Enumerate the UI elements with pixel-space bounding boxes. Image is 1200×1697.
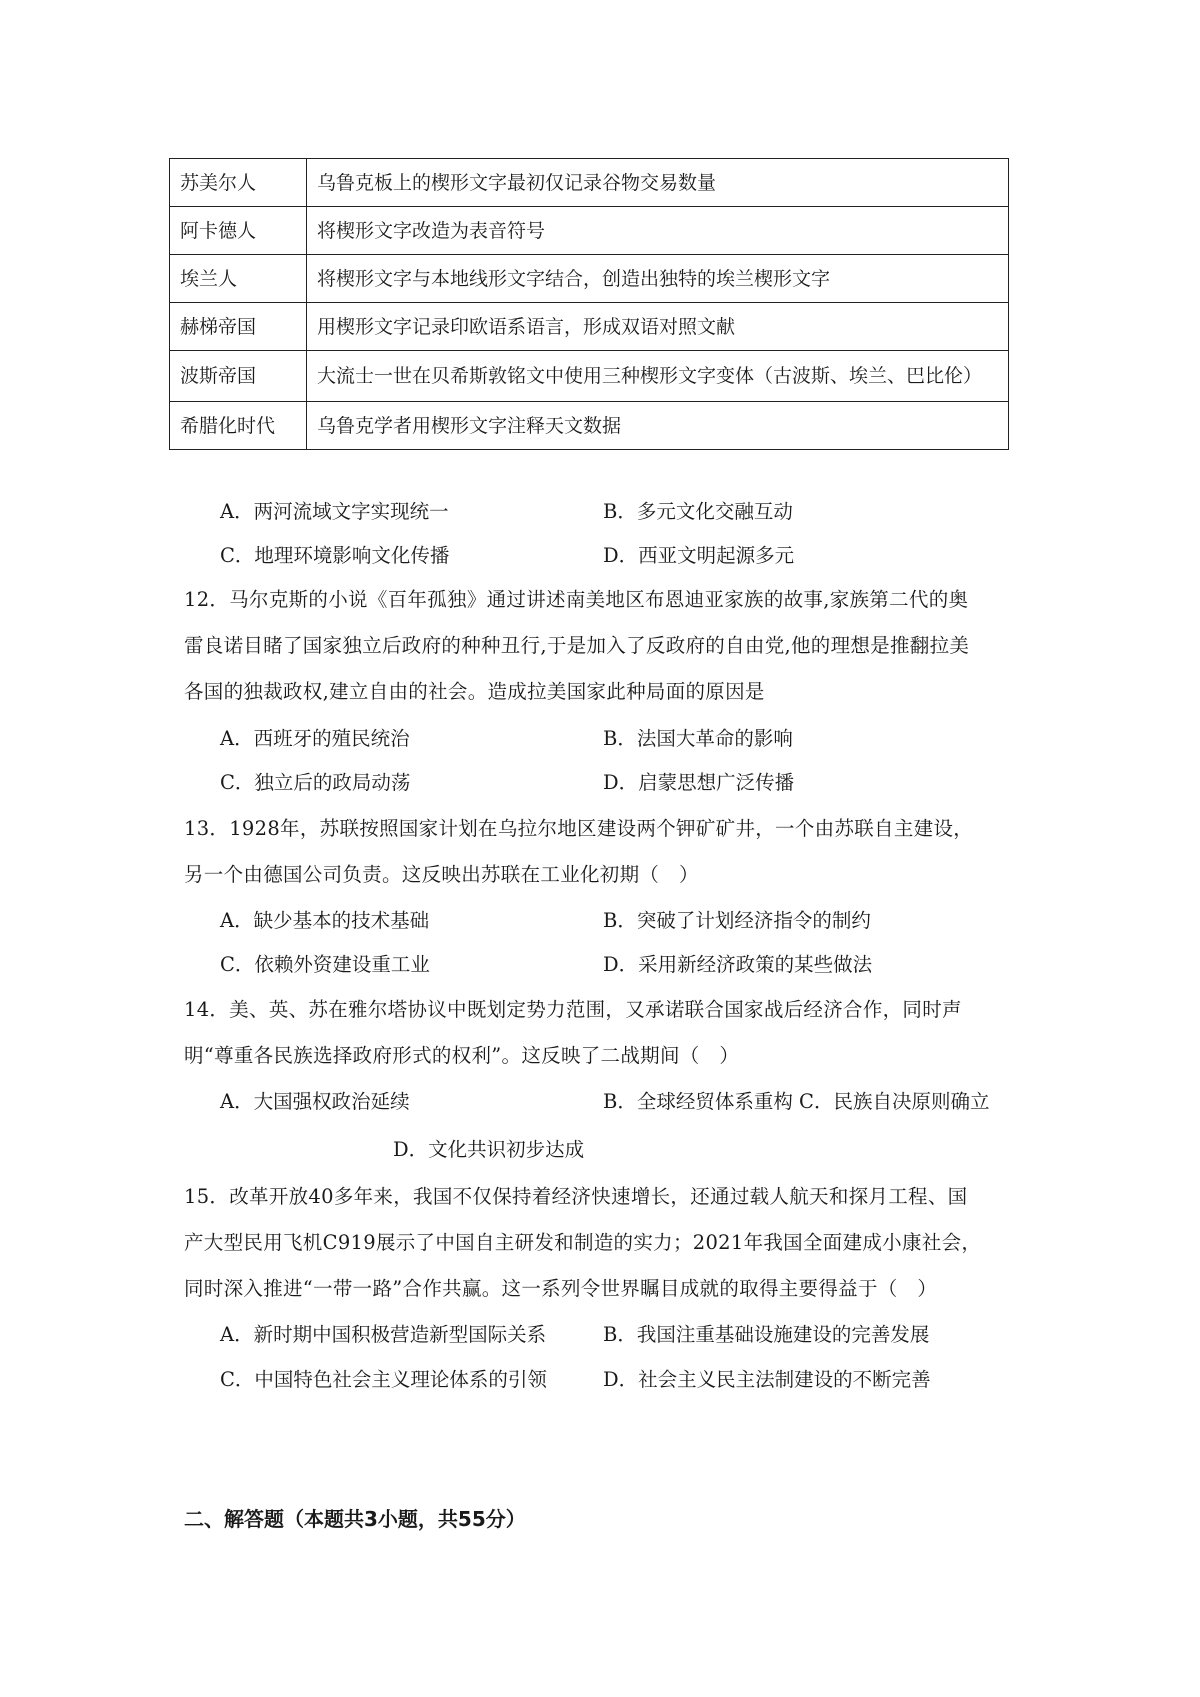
q13-stem-line: 13．1928年，苏联按照国家计划在乌拉尔地区建设两个钾矿矿井，一个由苏联自主建设， xyxy=(184,817,974,840)
table-cell-desc: 将楔形文字改造为表音符号 xyxy=(307,207,1009,255)
table-cell-desc: 乌鲁克板上的楔形文字最初仅记录谷物交易数量 xyxy=(307,159,1009,207)
q15-stem-line: 产大型民用飞机C919展示了中国自主研发和制造的实力；2021年我国全面建成小康社会， xyxy=(184,1231,982,1254)
q12-stem-line: 各国的独裁政权,建立自由的社会。造成拉美国家此种局面的原因是 xyxy=(184,680,765,703)
table-cell-civ: 苏美尔人 xyxy=(170,159,307,207)
q14-option-a: A．大国强权政治延续 xyxy=(220,1090,410,1113)
table-cell-civ: 阿卡德人 xyxy=(170,207,307,255)
table-cell-desc: 用楔形文字记录印欧语系语言，形成双语对照文献 xyxy=(307,303,1009,351)
q12-option-d: D．启蒙思想广泛传播 xyxy=(603,771,795,794)
q13-option-a: A．缺少基本的技术基础 xyxy=(220,909,430,932)
q14-stem-line: 14．美、英、苏在雅尔塔协议中既划定势力范围，又承诺联合国家战后经济合作，同时声 xyxy=(184,998,962,1021)
q11-option-c: C．地理环境影响文化传播 xyxy=(220,544,450,567)
q12-stem-line: 雷良诺目睹了国家独立后政府的种种丑行,于是加入了反政府的自由党,他的理想是推翻拉美 xyxy=(184,634,970,657)
cuneiform-table xyxy=(169,158,1009,450)
q14-option-d: D．文化共识初步达成 xyxy=(393,1138,585,1161)
table-cell-civ: 赫梯帝国 xyxy=(170,303,307,351)
q14-stem-line: 明“尊重各民族选择政府形式的权利”。这反映了二战期间（ ） xyxy=(184,1044,740,1067)
q15-stem-line: 15．改革开放40多年来，我国不仅保持着经济快速增长，还通过载人航天和探月工程、国 xyxy=(184,1185,968,1208)
q11-option-a: A．两河流域文字实现统一 xyxy=(220,500,449,523)
table-row xyxy=(170,159,1009,207)
table-cell-desc: 大流士一世在贝希斯敦铭文中使用三种楔形文字变体（古波斯、埃兰、巴比伦） xyxy=(307,351,1009,402)
q11-option-d: D．西亚文明起源多元 xyxy=(603,544,795,567)
q12-stem-line: 12．马尔克斯的小说《百年孤独》通过讲述南美地区布恩迪亚家族的故事,家族第二代的奥 xyxy=(184,588,969,611)
q13-option-d: D．采用新经济政策的某些做法 xyxy=(603,953,873,976)
table-row xyxy=(170,255,1009,303)
q15-stem-line: 同时深入推进“一带一路”合作共赢。这一系列令世界瞩目成就的取得主要得益于（ ） xyxy=(184,1277,938,1300)
q13-option-b: B．突破了计划经济指令的制约 xyxy=(603,909,871,932)
q11-option-b: B．多元文化交融互动 xyxy=(603,500,793,523)
table-cell-civ: 希腊化时代 xyxy=(170,402,307,450)
table-cell-desc: 乌鲁克学者用楔形文字注释天文数据 xyxy=(307,402,1009,450)
section-heading: 二、解答题（本题共3小题，共55分） xyxy=(184,1507,526,1531)
table-row xyxy=(170,207,1009,255)
table-cell-civ: 埃兰人 xyxy=(170,255,307,303)
q15-option-d: D．社会主义民主法制建设的不断完善 xyxy=(603,1368,931,1391)
q14-option-bc: B．全球经贸体系重构 C．民族自决原则确立 xyxy=(603,1090,990,1113)
table-cell-civ: 波斯帝国 xyxy=(170,351,307,402)
table-row xyxy=(170,351,1009,402)
q15-option-b: B．我国注重基础设施建设的完善发展 xyxy=(603,1323,930,1346)
table-row xyxy=(170,303,1009,351)
q15-option-c: C．中国特色社会主义理论体系的引领 xyxy=(220,1368,547,1391)
table-cell-desc: 将楔形文字与本地线形文字结合，创造出独特的埃兰楔形文字 xyxy=(307,255,1009,303)
q13-stem-line: 另一个由德国公司负责。这反映出苏联在工业化初期（ ） xyxy=(184,863,699,886)
table-row xyxy=(170,402,1009,450)
q13-option-c: C．依赖外资建设重工业 xyxy=(220,953,430,976)
q15-option-a: A．新时期中国积极营造新型国际关系 xyxy=(220,1323,547,1346)
q12-option-b: B．法国大革命的影响 xyxy=(603,727,793,750)
q12-option-c: C．独立后的政局动荡 xyxy=(220,771,411,794)
q12-option-a: A．西班牙的殖民统治 xyxy=(220,727,410,750)
